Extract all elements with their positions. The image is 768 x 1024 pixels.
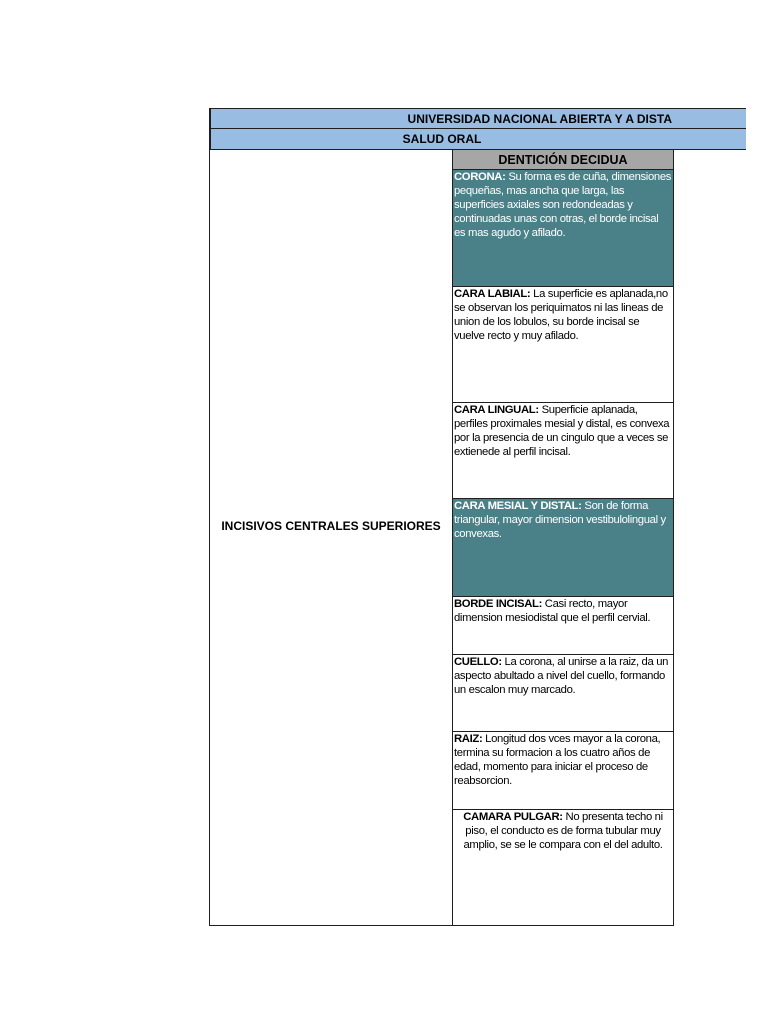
- cell-corona: [453, 170, 673, 287]
- cell-text: No presenta techo ni piso, el conducto es de forma tubular muy amplio, se se le compara con el del adulto.: [463, 811, 663, 851]
- cell-cara-mesial-distal: [453, 499, 673, 597]
- cell-divider: [452, 809, 674, 810]
- column-header: DENTICIÓN DECIDUA: [453, 150, 673, 170]
- cell-text: Longitud dos vces mayor a la corona, termina su formacion a los cuatro años de edad, momento para iniciar el proceso de reabsorcion.: [454, 733, 661, 787]
- cell-divider: [452, 654, 674, 655]
- cell-borde-incisal: [453, 597, 673, 654]
- cell-title: CARA MESIAL Y DISTAL:: [454, 500, 582, 512]
- cell-text: Superficie aplanada, perfiles proximales mesial y distal, es convexa por la presencia de un cingulo que a veces se extienede al perfil incisal.: [454, 404, 670, 458]
- cell-divider: [452, 731, 674, 732]
- cell-title: CARA LABIAL:: [454, 288, 531, 300]
- cell-text: Son de forma triangular, mayor dimension vestibulolingual y convexas.: [454, 500, 666, 540]
- cell-camara-pulgar: [453, 810, 673, 926]
- cell-text: Su forma es de cuña, dimensiones pequeñas, mas ancha que larga, las superficies axiales son redondeadas y continuadas unas con otras, el borde incisal es mas agudo y afilado.: [454, 171, 672, 239]
- table-border-left: [209, 108, 210, 926]
- cell-text: La corona, al unirse a la raiz, da un aspecto abultado a nivel del cuello, formando un escalon muy marcado.: [454, 656, 669, 696]
- cell-text: La superficie es aplanada,no se observan los periquimatos ni las lineas de union de los lobulos, su borde incisal se vuelve recto y muy afilado.: [454, 288, 668, 342]
- cell-raiz: [453, 732, 673, 810]
- cell-divider: [452, 286, 674, 287]
- university-title: UNIVERSIDAD NACIONAL ABIERTA Y A DISTA: [407, 112, 672, 126]
- cell-title: RAIZ:: [454, 733, 483, 745]
- cell-divider: [452, 169, 674, 170]
- table-border-bottom: [209, 925, 674, 926]
- subject-title: SALUD ORAL: [402, 132, 482, 146]
- cell-title: CUELLO:: [454, 656, 502, 668]
- cell-divider: [452, 596, 674, 597]
- cell-title: BORDE INCISAL:: [454, 598, 542, 610]
- cell-divider: [452, 498, 674, 499]
- cell-title: CAMARA PULGAR:: [463, 811, 563, 823]
- cell-cara-labial: [453, 287, 673, 403]
- table-border-top: [209, 149, 674, 150]
- cell-title: CARA LINGUAL:: [454, 404, 539, 416]
- cell-cara-lingual: [453, 403, 673, 499]
- cell-divider: [452, 402, 674, 403]
- row-label: INCISIVOS CENTRALES SUPERIORES: [221, 519, 441, 533]
- cell-title: CORONA:: [454, 171, 506, 183]
- cell-text: Casi recto, mayor dimension mesiodistal que el perfil cervial.: [454, 598, 651, 624]
- cell-cuello: [453, 655, 673, 732]
